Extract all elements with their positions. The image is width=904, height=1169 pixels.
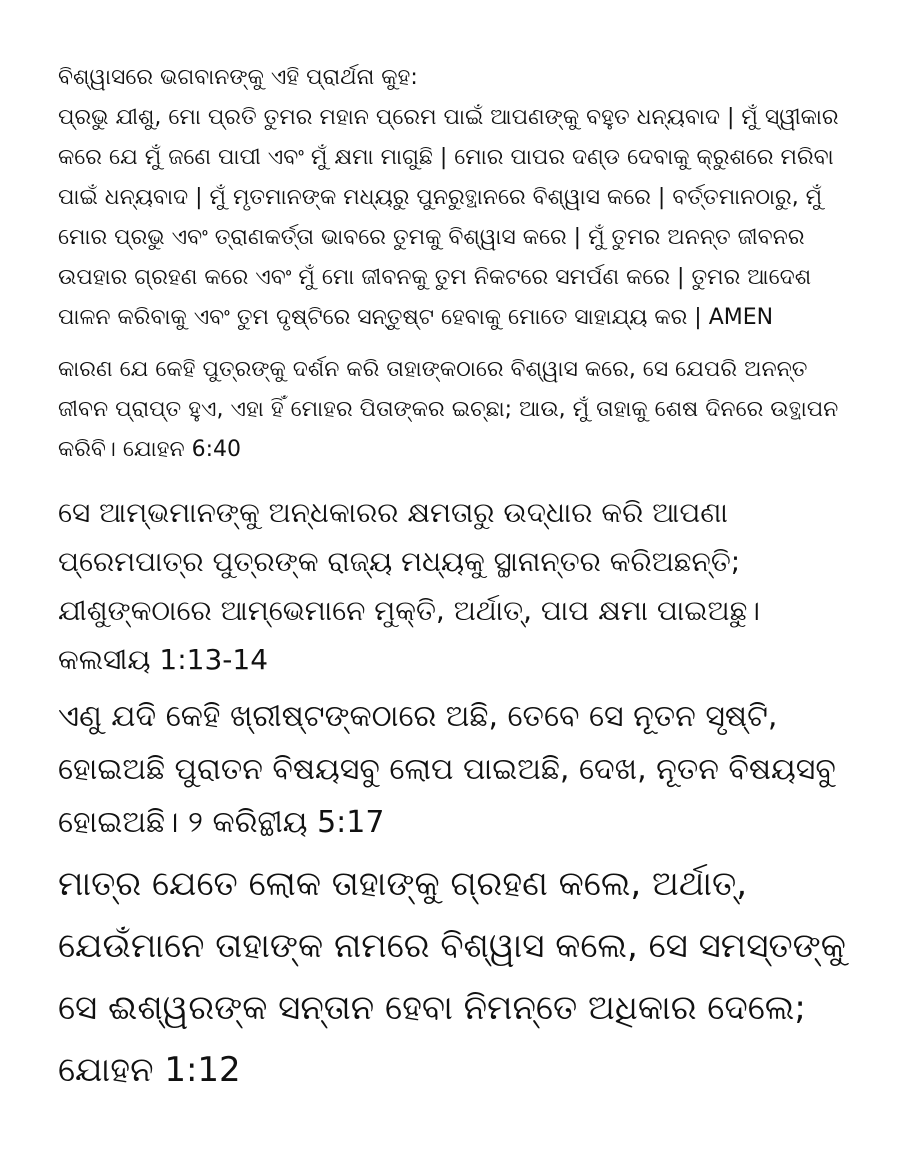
verse-text: କାରଣ ଯେ କେହି ପୁତ୍ରଙ୍କୁ ଦର୍ଶନ କରି ତାହାଙ୍କଠାରେ ବିଶ୍ୱାସ କରେ, ସେ ଯେପରି ଅନନ୍ତ ଜୀବନ ପ୍ରାପ୍ତ ହୁଏ, ଏହା ହିଁ ମୋହର ପିତାଙ୍କର ଇଚ୍ଛା; ଆଉ, ମୁଁ ତାହାକୁ ଶେଷ ଦିନରେ ଉତ୍ଥାପନ କରିବି। ଯୋହନ 6:40 — [58, 357, 839, 462]
verse-text: ସେ ଆମ୍ଭମାନଙ୍କୁ ଅନ୍ଧକାରର କ୍ଷମତାରୁ ଉଦ୍ଧାର କରି ଆପଣା ପ୍ରେମପାତ୍ର ପୁତ୍ରଙ୍କ ରାଜ୍ୟ ମଧ୍ୟକୁ ସ୍ଥାନାନ୍ତର କରିଅଛନ୍ତି; ଯୀଶୁଙ୍କଠାରେ ଆମ୍ଭେମାନେ ମୁକ୍ତି, ଅର୍ଥାତ୍, ପାପ କ୍ଷମା ପାଇଅଛୁ। କଲସୀୟ 1:13-14 — [58, 496, 760, 676]
verse-text: ମାତ୍ର ଯେତେ ଲୋକ ତାହାଙ୍କୁ ଗ୍ରହଣ କଲେ, ଅର୍ଥାତ୍, ଯେଉଁମାନେ ତାହାଙ୍କ ନାମରେ ବିଶ୍ୱାସ କଲେ, ସେ ସମସ୍ତଙ୍କୁ ସେ ଈଶ୍ୱରଙ୍କ ସନ୍ତାନ ହେବା ନିମନ୍ତେ ଅଧିକାର ଦେଲେ; ଯୋହନ 1:12 — [58, 864, 846, 1090]
verse-text: ଏଣୁ ଯଦି କେହି ଖ୍ରୀଷ୍ଟଙ୍କଠାରେ ଅଛି, ତେବେ ସେ ନୂତନ ସୃଷ୍ଟି, ହୋଇଅଛି ପୁରାତନ ବିଷୟସବୁ ଲୋପ ପାଇଅଛି, ଦେଖ, ନୂତନ ବିଷୟସବୁ ହୋଇଅଛି। ୨ କରିନ୍ଥୀୟ 5:17 — [58, 699, 836, 840]
verse-colossians-1-13-14 — [58, 488, 848, 684]
verse-john-6-40 — [58, 350, 848, 470]
prayer-section — [58, 58, 848, 338]
verse-john-1-12 — [58, 853, 848, 1101]
prayer-body: ପ୍ରଭୁ ଯୀଶୁ, ମୋ ପ୍ରତି ତୁମର ମହାନ ପ୍ରେମ ପାଇଁ ଆପଣଙ୍କୁ ବହୁତ ଧନ୍ୟବାଦ | ମୁଁ ସ୍ୱୀକାର କରେ ଯେ ମୁଁ ଜଣେ ପାପୀ ଏବଂ ମୁଁ କ୍ଷମା ମାଗୁଛି | ମୋର ପାପର ଦଣ୍ଡ ଦେବାକୁ କ୍ରୁଶରେ ମରିବା ପାଇଁ ଧନ୍ୟବାଦ | ମୁଁ ମୃତମାନଙ୍କ ମଧ୍ୟରୁ ପୁନରୁତ୍ଥାନରେ ବିଶ୍ୱାସ କରେ | ବର୍ତ୍ତମାନଠାରୁ, ମୁଁ ମୋର ପ୍ରଭୁ ଏବଂ ତ୍ରାଣକର୍ତ୍ତା ଭାବରେ ତୁମକୁ ବିଶ୍ୱାସ କରେ | ମୁଁ ତୁମର ଅନନ୍ତ ଜୀବନର ଉପହାର ଗ୍ରହଣ କରେ ଏବଂ ମୁଁ ମୋ ଜୀବନକୁ ତୁମ ନିକଟରେ ସମର୍ପଣ କରେ | ତୁମର ଆଦେଶ ପାଳନ କରିବାକୁ ଏବଂ ତୁମ ଦୃଷ୍ଟିରେ ସନ୍ତୁଷ୍ଟ ହେବାକୁ ମୋତେ ସାହାଯ୍ୟ କର | AMEN — [58, 105, 839, 330]
prayer-intro: ବିଶ୍ୱାସରେ ଭଗବାନଙ୍କୁ ଏହି ପ୍ରାର୍ଥନା କୁହ: — [58, 65, 418, 90]
verse-2-corinthians-5-17 — [58, 690, 848, 849]
document-page — [58, 58, 848, 1101]
